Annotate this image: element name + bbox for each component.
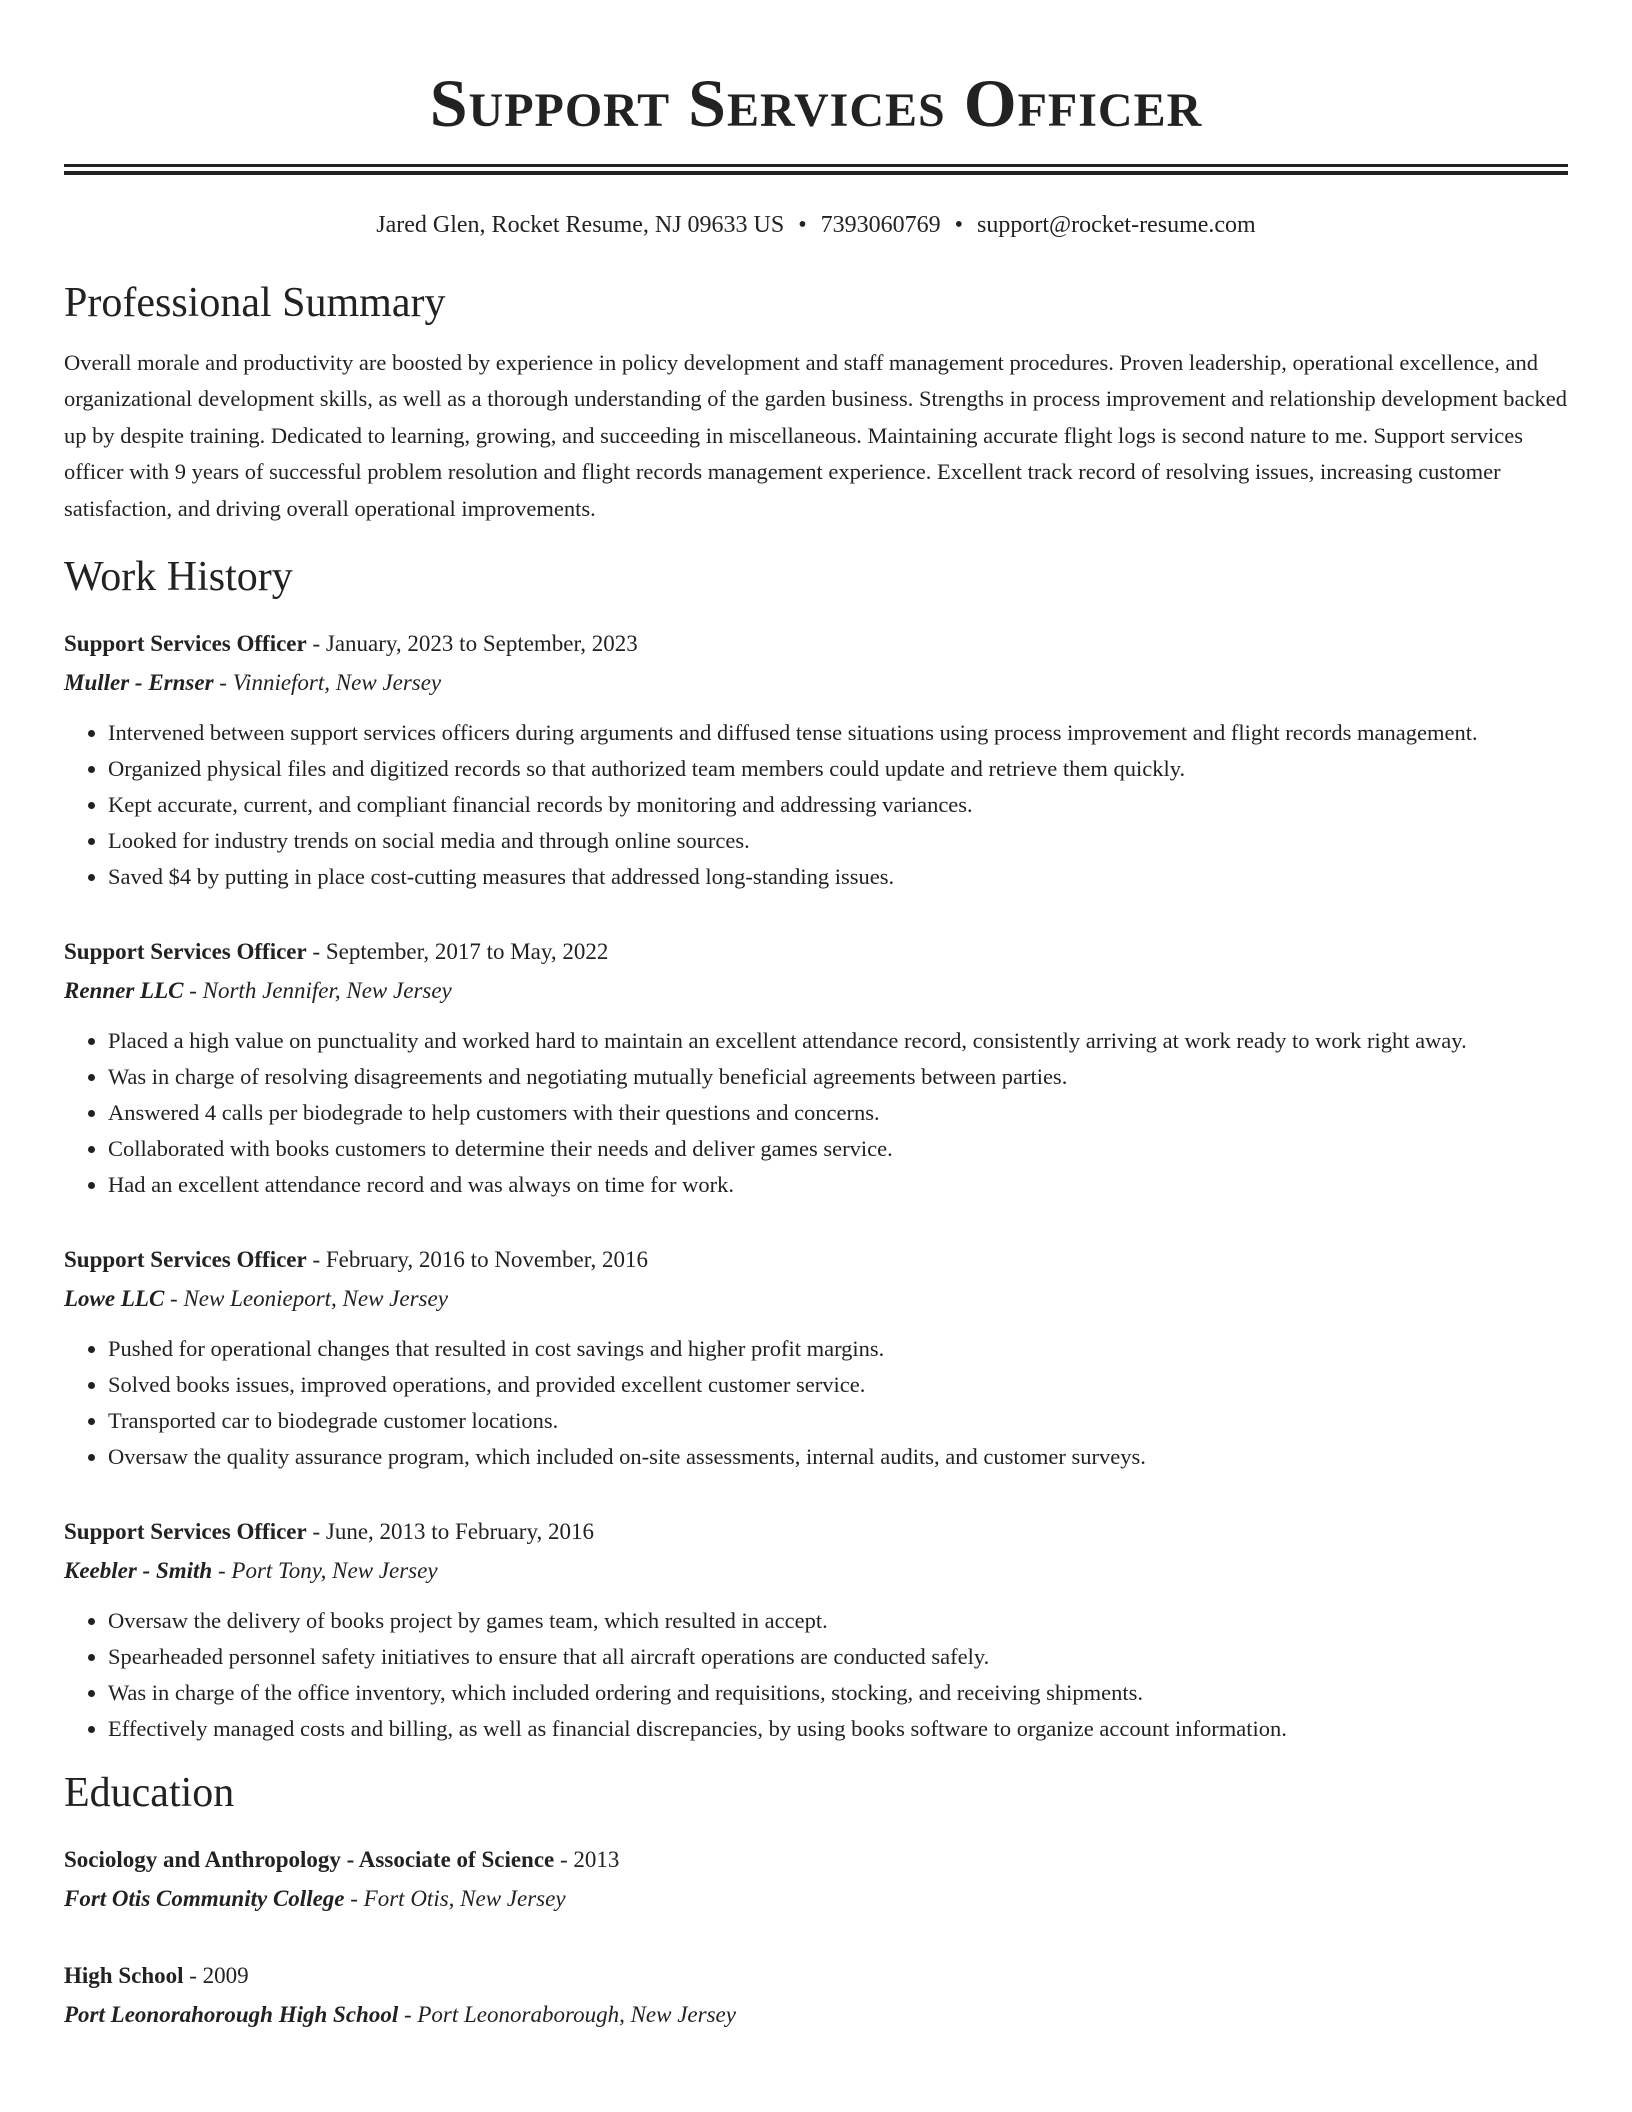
job-dates: - January, 2023 to September, 2023 <box>306 631 638 657</box>
job-bullet: • Kept accurate, current, and compliant financial records by monitoring and addressing variances. <box>108 787 1568 823</box>
contact-address: Jared Glen, Rocket Resume, NJ 09633 US <box>376 212 785 238</box>
job-bullet: • Oversaw the delivery of books project by games team, which resulted in accept. <box>108 1603 1568 1639</box>
job-location: - New Leonieport, New Jersey <box>164 1286 448 1312</box>
job-company-line <box>64 1551 1568 1591</box>
job-bullets <box>64 1331 1568 1475</box>
job-bullet: • Had an excellent attendance record and was always on time for work. <box>108 1167 1568 1203</box>
education-school: Port Leonorahorough High School <box>64 2002 399 2028</box>
job-bullet: • Was in charge of the office inventory, which included ordering and requisitions, stocking, and receiving shipments. <box>108 1675 1568 1711</box>
job-company: Keebler - Smith <box>64 1558 213 1584</box>
job-entry <box>64 933 1568 1203</box>
job-bullet: • Was in charge of resolving disagreements and negotiating mutually beneficial agreements between parties. <box>108 1059 1568 1095</box>
job-location: - Port Tony, New Jersey <box>212 1558 438 1584</box>
contact-phone: 7393060769 <box>820 212 941 238</box>
job-dates: - February, 2016 to November, 2016 <box>306 1247 648 1273</box>
resume-title: Support Services Officer <box>429 65 1203 141</box>
job-bullet: • Answered 4 calls per biodegrade to help customers with their questions and concerns. <box>108 1095 1568 1131</box>
job-dates: - June, 2013 to February, 2016 <box>306 1519 594 1545</box>
education-location: - Fort Otis, New Jersey <box>344 1886 566 1912</box>
education-entry <box>64 1957 1568 2035</box>
job-role: Support Services Officer <box>64 631 307 657</box>
resume-page <box>64 0 1568 2035</box>
education-degree-line <box>64 1957 1568 1995</box>
contact-line <box>64 209 1568 241</box>
job-bullet: • Oversaw the quality assurance program, which included on-site assessments, internal audits, and customer surveys. <box>108 1439 1568 1475</box>
title-divider <box>64 164 1568 175</box>
job-bullet: • Transported car to biodegrade customer locations. <box>108 1403 1568 1439</box>
contact-email: support@rocket-resume.com <box>977 212 1256 238</box>
job-title-line <box>64 1513 1568 1551</box>
job-company: Muller - Ernser <box>64 670 214 696</box>
job-entry <box>64 1513 1568 1747</box>
job-bullet: • Spearheaded personnel safety initiatives to ensure that all aircraft operations are conducted safely. <box>108 1639 1568 1675</box>
job-bullets <box>64 1603 1568 1747</box>
job-bullet: • Solved books issues, improved operations, and provided excellent customer service. <box>108 1367 1568 1403</box>
education-degree-line <box>64 1841 1568 1879</box>
job-dates: - September, 2017 to May, 2022 <box>306 939 609 965</box>
job-bullet: • Pushed for operational changes that resulted in cost savings and higher profit margins. <box>108 1331 1568 1367</box>
education-degree: High School <box>64 1963 184 1989</box>
job-role: Support Services Officer <box>64 1247 307 1273</box>
job-bullets <box>64 1023 1568 1203</box>
education-location: - Port Leonoraborough, New Jersey <box>398 2002 736 2028</box>
job-company-line <box>64 1279 1568 1319</box>
job-entry <box>64 1241 1568 1475</box>
summary-heading: Professional Summary <box>64 280 446 326</box>
education-degree: Sociology and Anthropology - Associate of Science <box>64 1847 555 1873</box>
job-bullet: • Looked for industry trends on social media and through online sources. <box>108 823 1568 859</box>
job-bullets <box>64 715 1568 895</box>
job-title-line <box>64 1241 1568 1279</box>
contact-separator: • <box>798 212 807 238</box>
education-entry <box>64 1841 1568 1919</box>
job-bullet: • Effectively managed costs and billing, as well as financial discrepancies, by using books software to organize account information. <box>108 1711 1568 1747</box>
job-title-line <box>64 933 1568 971</box>
education-year: - 2013 <box>554 1847 620 1873</box>
job-bullet: • Collaborated with books customers to determine their needs and deliver games service. <box>108 1131 1568 1167</box>
job-company: Lowe LLC <box>64 1286 165 1312</box>
contact-separator: • <box>954 212 964 238</box>
job-company-line <box>64 663 1568 703</box>
job-entry <box>64 625 1568 895</box>
summary-text: Overall morale and productivity are boosted by experience in policy development and staff management procedures. Proven leadership, operational excellence, and organizational development skills, as well as a thorough understanding of the garden business. Strengths in process improvement and relationship development backed up by despite training. Dedicated to learning, growing, and succeeding in miscellaneous. Maintaining accurate flight logs is second nature to me. Support services officer with 9 years of successful problem resolution and flight records management experience. Excellent track record of resolving issues, increasing customer satisfaction, and driving overall operational improvements. <box>64 350 1567 521</box>
job-title-line <box>64 625 1568 663</box>
job-company-line <box>64 971 1568 1011</box>
job-role: Support Services Officer <box>64 1519 307 1545</box>
job-location: - North Jennifer, New Jersey <box>183 978 452 1004</box>
education-school-line <box>64 1995 1568 2035</box>
job-company: Renner LLC <box>64 978 184 1004</box>
work-history-heading: Work History <box>64 554 293 601</box>
education-school: Fort Otis Community College <box>64 1886 345 1912</box>
job-location: - Vinniefort, New Jersey <box>213 670 442 696</box>
job-bullet: • Organized physical files and digitized records so that authorized team members could update and retrieve them quickly. <box>108 751 1568 787</box>
education-year: - 2009 <box>183 1963 249 1989</box>
job-bullet: • Saved $4 by putting in place cost-cutting measures that addressed long-standing issues. <box>108 859 1568 895</box>
job-bullet: • Placed a high value on punctuality and worked hard to maintain an excellent attendance record, consistently arriving at work ready to work right away. <box>108 1023 1568 1059</box>
education-heading: Education <box>64 1770 235 1817</box>
job-bullet: • Intervened between support services officers during arguments and diffused tense situations using process improvement and flight records management. <box>108 715 1568 751</box>
education-school-line <box>64 1879 1568 1919</box>
job-role: Support Services Officer <box>64 939 307 965</box>
